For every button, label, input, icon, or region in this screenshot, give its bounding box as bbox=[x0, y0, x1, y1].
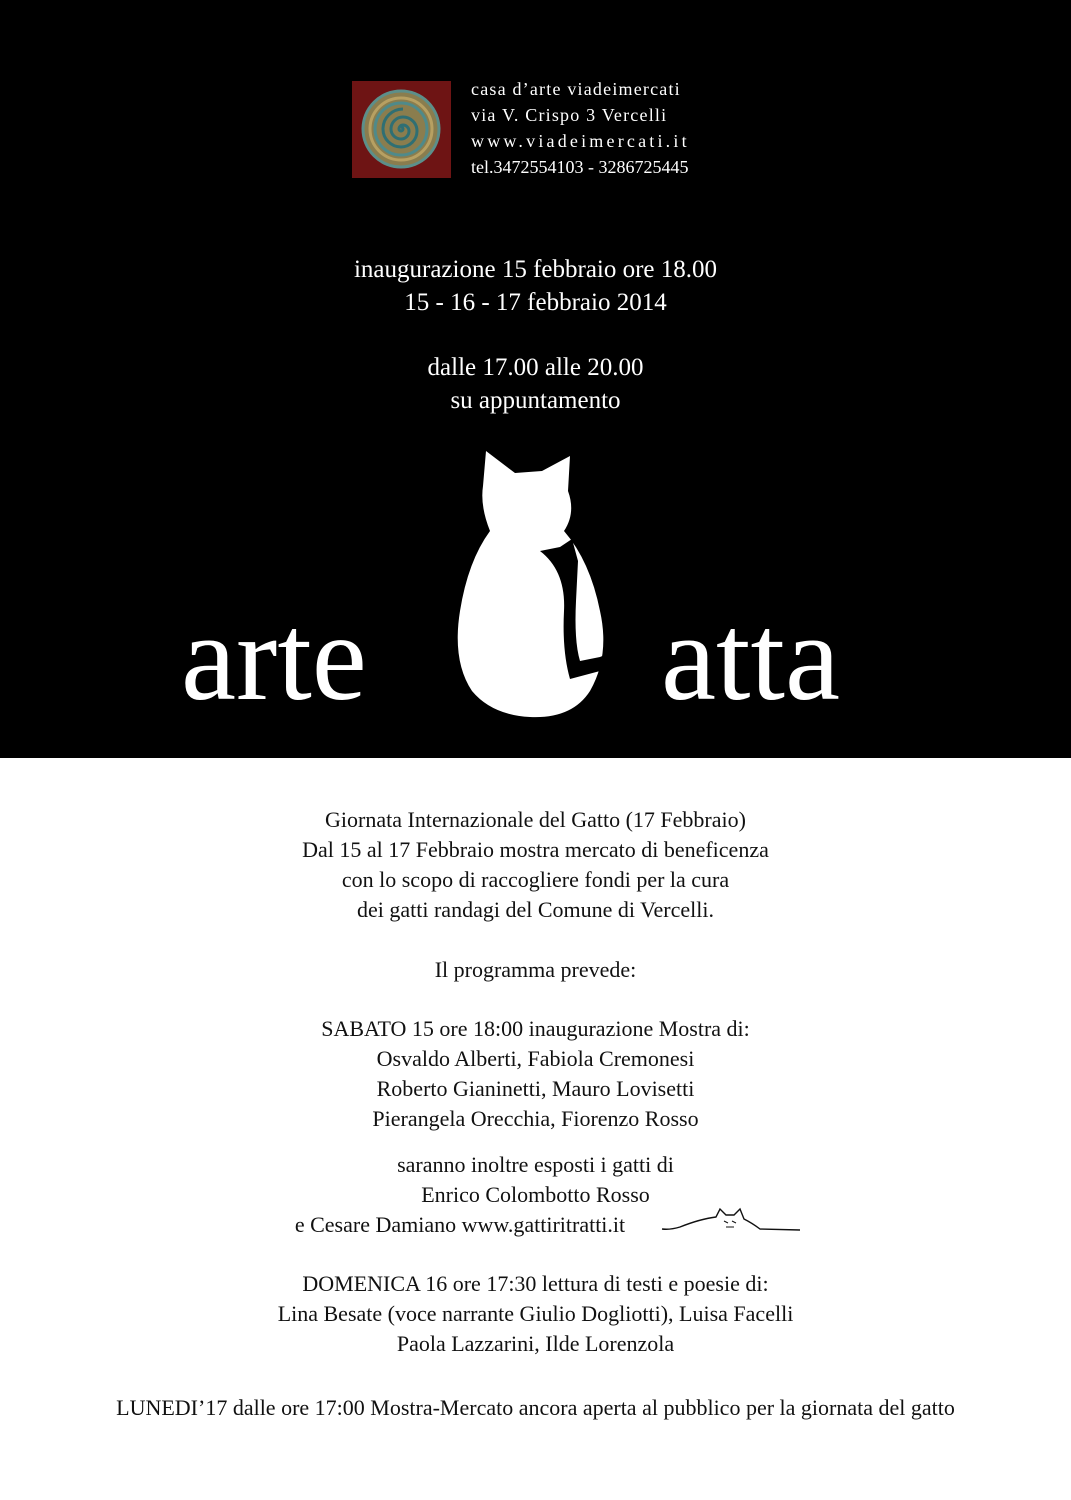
program-heading: Il programma prevede: bbox=[434, 957, 637, 982]
title-arte: arte bbox=[181, 589, 367, 726]
gallery-name: casa d’arte viadeimercati bbox=[471, 79, 681, 99]
sleeping-cat-sketch-icon bbox=[660, 1205, 805, 1240]
also-line-2: Enrico Colombotto Rosso bbox=[421, 1182, 650, 1207]
opening-line: inaugurazione 15 febbraio ore 18.00 bbox=[353, 256, 718, 283]
also-line-1: saranno inoltre esposti i gatti di bbox=[397, 1152, 674, 1177]
title-atta: atta bbox=[661, 589, 840, 726]
intro-line-2: Dal 15 al 17 Febbraio mostra mercato di beneficenza bbox=[302, 837, 769, 862]
intro-line-3: con lo scopo di raccogliere fondi per la cura bbox=[341, 867, 730, 892]
program-section bbox=[0, 758, 1071, 1500]
hours-line: dalle 17.00 alle 20.00 bbox=[427, 354, 644, 381]
intro-line-4: dei gatti randagi del Comune di Vercelli. bbox=[357, 897, 714, 922]
contact-block bbox=[471, 76, 771, 180]
appointment-line: su appuntamento bbox=[450, 387, 621, 414]
cat-silhouette-icon bbox=[450, 451, 636, 721]
sunday-line-2: Lina Besate (voce narrante Giulio Dogliotti), Luisa Facelli bbox=[277, 1301, 794, 1326]
spiral-logo-icon bbox=[352, 81, 451, 178]
sunday-line-1: DOMENICA 16 ore 17:30 lettura di testi e poesie di: bbox=[302, 1271, 769, 1296]
saturday-line-4: Pierangela Orecchia, Fiorenzo Rosso bbox=[372, 1106, 699, 1131]
saturday-line-2: Osvaldo Alberti, Fabiola Cremonesi bbox=[376, 1046, 695, 1071]
sunday-line-3: Paola Lazzarini, Ilde Lorenzola bbox=[396, 1331, 675, 1356]
days-line: 15 - 16 - 17 febbraio 2014 bbox=[404, 289, 667, 316]
gallery-address: via V. Crispo 3 Vercelli bbox=[471, 105, 668, 125]
gallery-phone: tel.3472554103 - 3286725445 bbox=[471, 157, 689, 177]
also-line-3: e Cesare Damiano www.gattiritratti.it bbox=[294, 1212, 626, 1237]
saturday-line-1: SABATO 15 ore 18:00 inaugurazione Mostra di: bbox=[321, 1016, 750, 1041]
saturday-line-3: Roberto Gianinetti, Mauro Lovisetti bbox=[376, 1076, 695, 1101]
monday-line: LUNEDI’17 dalle ore 17:00 Mostra-Mercato ancora aperta al pubblico per la giornata del gatto bbox=[116, 1395, 955, 1420]
intro-line-1: Giornata Internazionale del Gatto (17 Febbraio) bbox=[325, 807, 746, 832]
gallery-website: www.viadeimercati.it bbox=[471, 131, 690, 151]
